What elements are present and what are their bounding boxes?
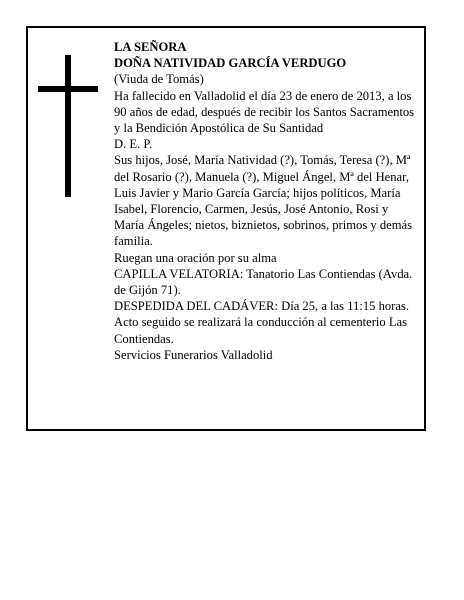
notice-title: LA SEÑORA: [114, 40, 187, 54]
widow-of: (Viuda de Tomás): [114, 72, 204, 87]
farewell-info: DESPEDIDA DEL CADÁVER: Día 25, a las 11:15 horas. Acto seguido se realizará la conducción al cementerio Las Contiendas.: [114, 299, 409, 346]
prayer-request: Ruegan una oración por su alma: [114, 250, 277, 265]
cross-horizontal-bar: [38, 86, 98, 92]
death-announcement: Ha fallecido en Valladolid el día 23 de enero de 2013, a los 90 años de edad, después de recibir los Santos Sacramentos y la Bendición Apostólica de Su Santidad: [114, 88, 415, 136]
latin-cross-icon: [38, 55, 98, 197]
funeral-services: Servicios Funerarios Valladolid: [114, 347, 273, 362]
rest-in-peace: D. E. P.: [114, 137, 153, 152]
deceased-name: DOÑA NATIVIDAD GARCÍA VERDUGO: [114, 56, 347, 71]
obituary-text: [114, 39, 420, 363]
family-members: Sus hijos, José, María Natividad (?), Tomás, Teresa (?), Mª del Rosario (?), Manuela (?), Miguel Ángel, Mª del Henar, Luis Javier y Mario García García; hijos políticos, María Isabel, Florencio, Carmen, Jesús, José Antonio, Rosi y María Ángeles; nietos, biznietos, sobrinos, primos y demás familia.: [114, 153, 413, 249]
chapel-info: CAPILLA VELATORIA: Tanatorio Las Contiendas (Avda. de Gijón 71).: [114, 266, 413, 298]
cross-vertical-bar: [65, 55, 71, 197]
